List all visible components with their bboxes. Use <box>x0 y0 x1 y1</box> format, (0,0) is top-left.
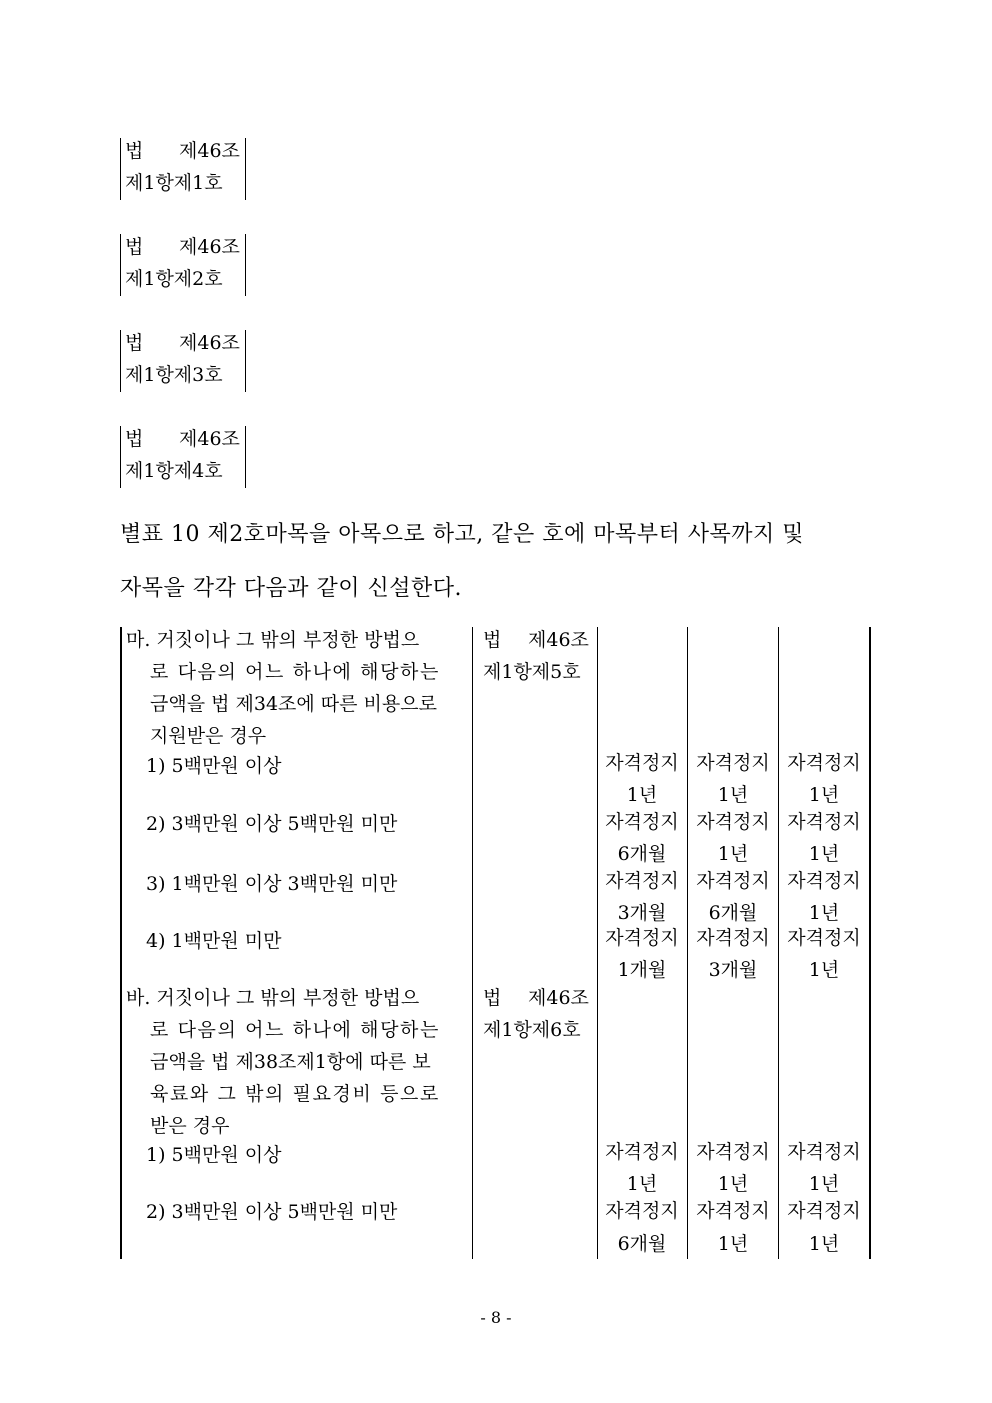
sub-item-label: 2) 3백만원 이상 5백만원 미만 <box>146 813 398 835</box>
item-ma-title-line: 금액을 법 제34조에 따른 비용으로 <box>150 693 437 715</box>
ref-law: 법 <box>125 236 144 258</box>
penalty-second: 자격정지 <box>696 870 770 892</box>
ref-law: 법 <box>125 428 144 450</box>
penalty-first-duration: 6개월 <box>617 1233 667 1255</box>
item-ma-title-line: 지원받은 경우 <box>150 725 267 747</box>
penalty-third-duration: 1년 <box>808 959 840 981</box>
ref-article: 제46조 <box>179 428 240 450</box>
penalty-second-duration: 1년 <box>717 1233 749 1255</box>
penalty-first: 자격정지 <box>605 1141 679 1163</box>
penalty-second: 자격정지 <box>696 1141 770 1163</box>
sub-item-label: 1) 5백만원 이상 <box>146 755 282 777</box>
penalty-first: 자격정지 <box>605 927 679 949</box>
amendment-paragraph-line-2: 자목을 각각 다음과 같이 신설한다. <box>120 576 462 601</box>
item-ba-title-line: 바. 거짓이나 그 밖의 부정한 방법으 <box>126 987 420 1009</box>
item-ba-title-line: 금액을 법 제38조제1항에 따른 보 <box>150 1051 431 1073</box>
item-ba-title-line: 받은 경우 <box>150 1115 230 1137</box>
penalty-first-duration: 1개월 <box>617 959 667 981</box>
sub-item-label: 3) 1백만원 이상 3백만원 미만 <box>146 873 398 895</box>
ref-law: 법 <box>125 140 144 162</box>
penalty-first: 자격정지 <box>605 1200 679 1222</box>
penalty-second: 자격정지 <box>696 927 770 949</box>
item-ma-ref-article: 제46조 <box>528 629 589 651</box>
penalty-first: 자격정지 <box>605 870 679 892</box>
ref-article: 제46조 <box>179 236 240 258</box>
item-ba-title-line: 육료와 그 밖의 필요경비 등으로 <box>150 1083 440 1105</box>
item-ba-ref-law: 법 <box>483 987 502 1009</box>
sub-item-label: 4) 1백만원 미만 <box>146 930 282 952</box>
item-ma-title-line: 마. 거짓이나 그 밖의 부정한 방법으 <box>126 629 420 651</box>
penalty-first: 자격정지 <box>605 752 679 774</box>
penalty-third: 자격정지 <box>787 752 861 774</box>
amendment-paragraph-line-1: 별표 10 제2호마목을 아목으로 하고, 같은 호에 마목부터 사목까지 및 <box>120 522 804 547</box>
column-divider <box>472 627 473 1259</box>
ref-box-2 <box>120 234 246 296</box>
penalty-second-duration: 1년 <box>717 784 749 806</box>
penalty-table <box>120 627 872 1259</box>
ref-box-4 <box>120 426 246 488</box>
penalty-third-duration: 1년 <box>808 1233 840 1255</box>
penalty-first: 자격정지 <box>605 811 679 833</box>
ref-clause: 제1항제4호 <box>125 460 223 482</box>
penalty-third-duration: 1년 <box>808 843 840 865</box>
penalty-second: 자격정지 <box>696 811 770 833</box>
penalty-third: 자격정지 <box>787 811 861 833</box>
item-ba-title-line: 로 다음의 어느 하나에 해당하는 <box>150 1019 440 1041</box>
table-border-right <box>869 627 871 1259</box>
ref-law: 법 <box>125 332 144 354</box>
penalty-second-duration: 3개월 <box>708 959 758 981</box>
item-ma-ref-clause: 제1항제5호 <box>483 661 581 683</box>
penalty-first-duration: 1년 <box>626 784 658 806</box>
penalty-third: 자격정지 <box>787 927 861 949</box>
penalty-first-duration: 3개월 <box>617 902 667 924</box>
item-ba-ref-clause: 제1항제6호 <box>483 1019 581 1041</box>
penalty-third-duration: 1년 <box>808 902 840 924</box>
penalty-first-duration: 1년 <box>626 1173 658 1195</box>
penalty-second: 자격정지 <box>696 752 770 774</box>
penalty-third: 자격정지 <box>787 1200 861 1222</box>
ref-article: 제46조 <box>179 140 240 162</box>
ref-box-1 <box>120 138 246 200</box>
ref-box-3 <box>120 330 246 392</box>
sub-item-label: 1) 5백만원 이상 <box>146 1144 282 1166</box>
ref-clause: 제1항제1호 <box>125 172 223 194</box>
penalty-third: 자격정지 <box>787 1141 861 1163</box>
ref-article: 제46조 <box>179 332 240 354</box>
penalty-second-duration: 1년 <box>717 1173 749 1195</box>
page-number: - 8 - <box>480 1308 512 1327</box>
ref-clause: 제1항제2호 <box>125 268 223 290</box>
penalty-third-duration: 1년 <box>808 1173 840 1195</box>
ref-clause: 제1항제3호 <box>125 364 223 386</box>
item-ma-ref-law: 법 <box>483 629 502 651</box>
sub-item-label: 2) 3백만원 이상 5백만원 미만 <box>146 1201 398 1223</box>
penalty-second: 자격정지 <box>696 1200 770 1222</box>
penalty-first-duration: 6개월 <box>617 843 667 865</box>
penalty-second-duration: 6개월 <box>708 902 758 924</box>
table-border-left <box>120 627 122 1259</box>
penalty-third: 자격정지 <box>787 870 861 892</box>
item-ba-ref-article: 제46조 <box>528 987 589 1009</box>
penalty-second-duration: 1년 <box>717 843 749 865</box>
penalty-third-duration: 1년 <box>808 784 840 806</box>
item-ma-title-line: 로 다음의 어느 하나에 해당하는 <box>150 661 440 683</box>
